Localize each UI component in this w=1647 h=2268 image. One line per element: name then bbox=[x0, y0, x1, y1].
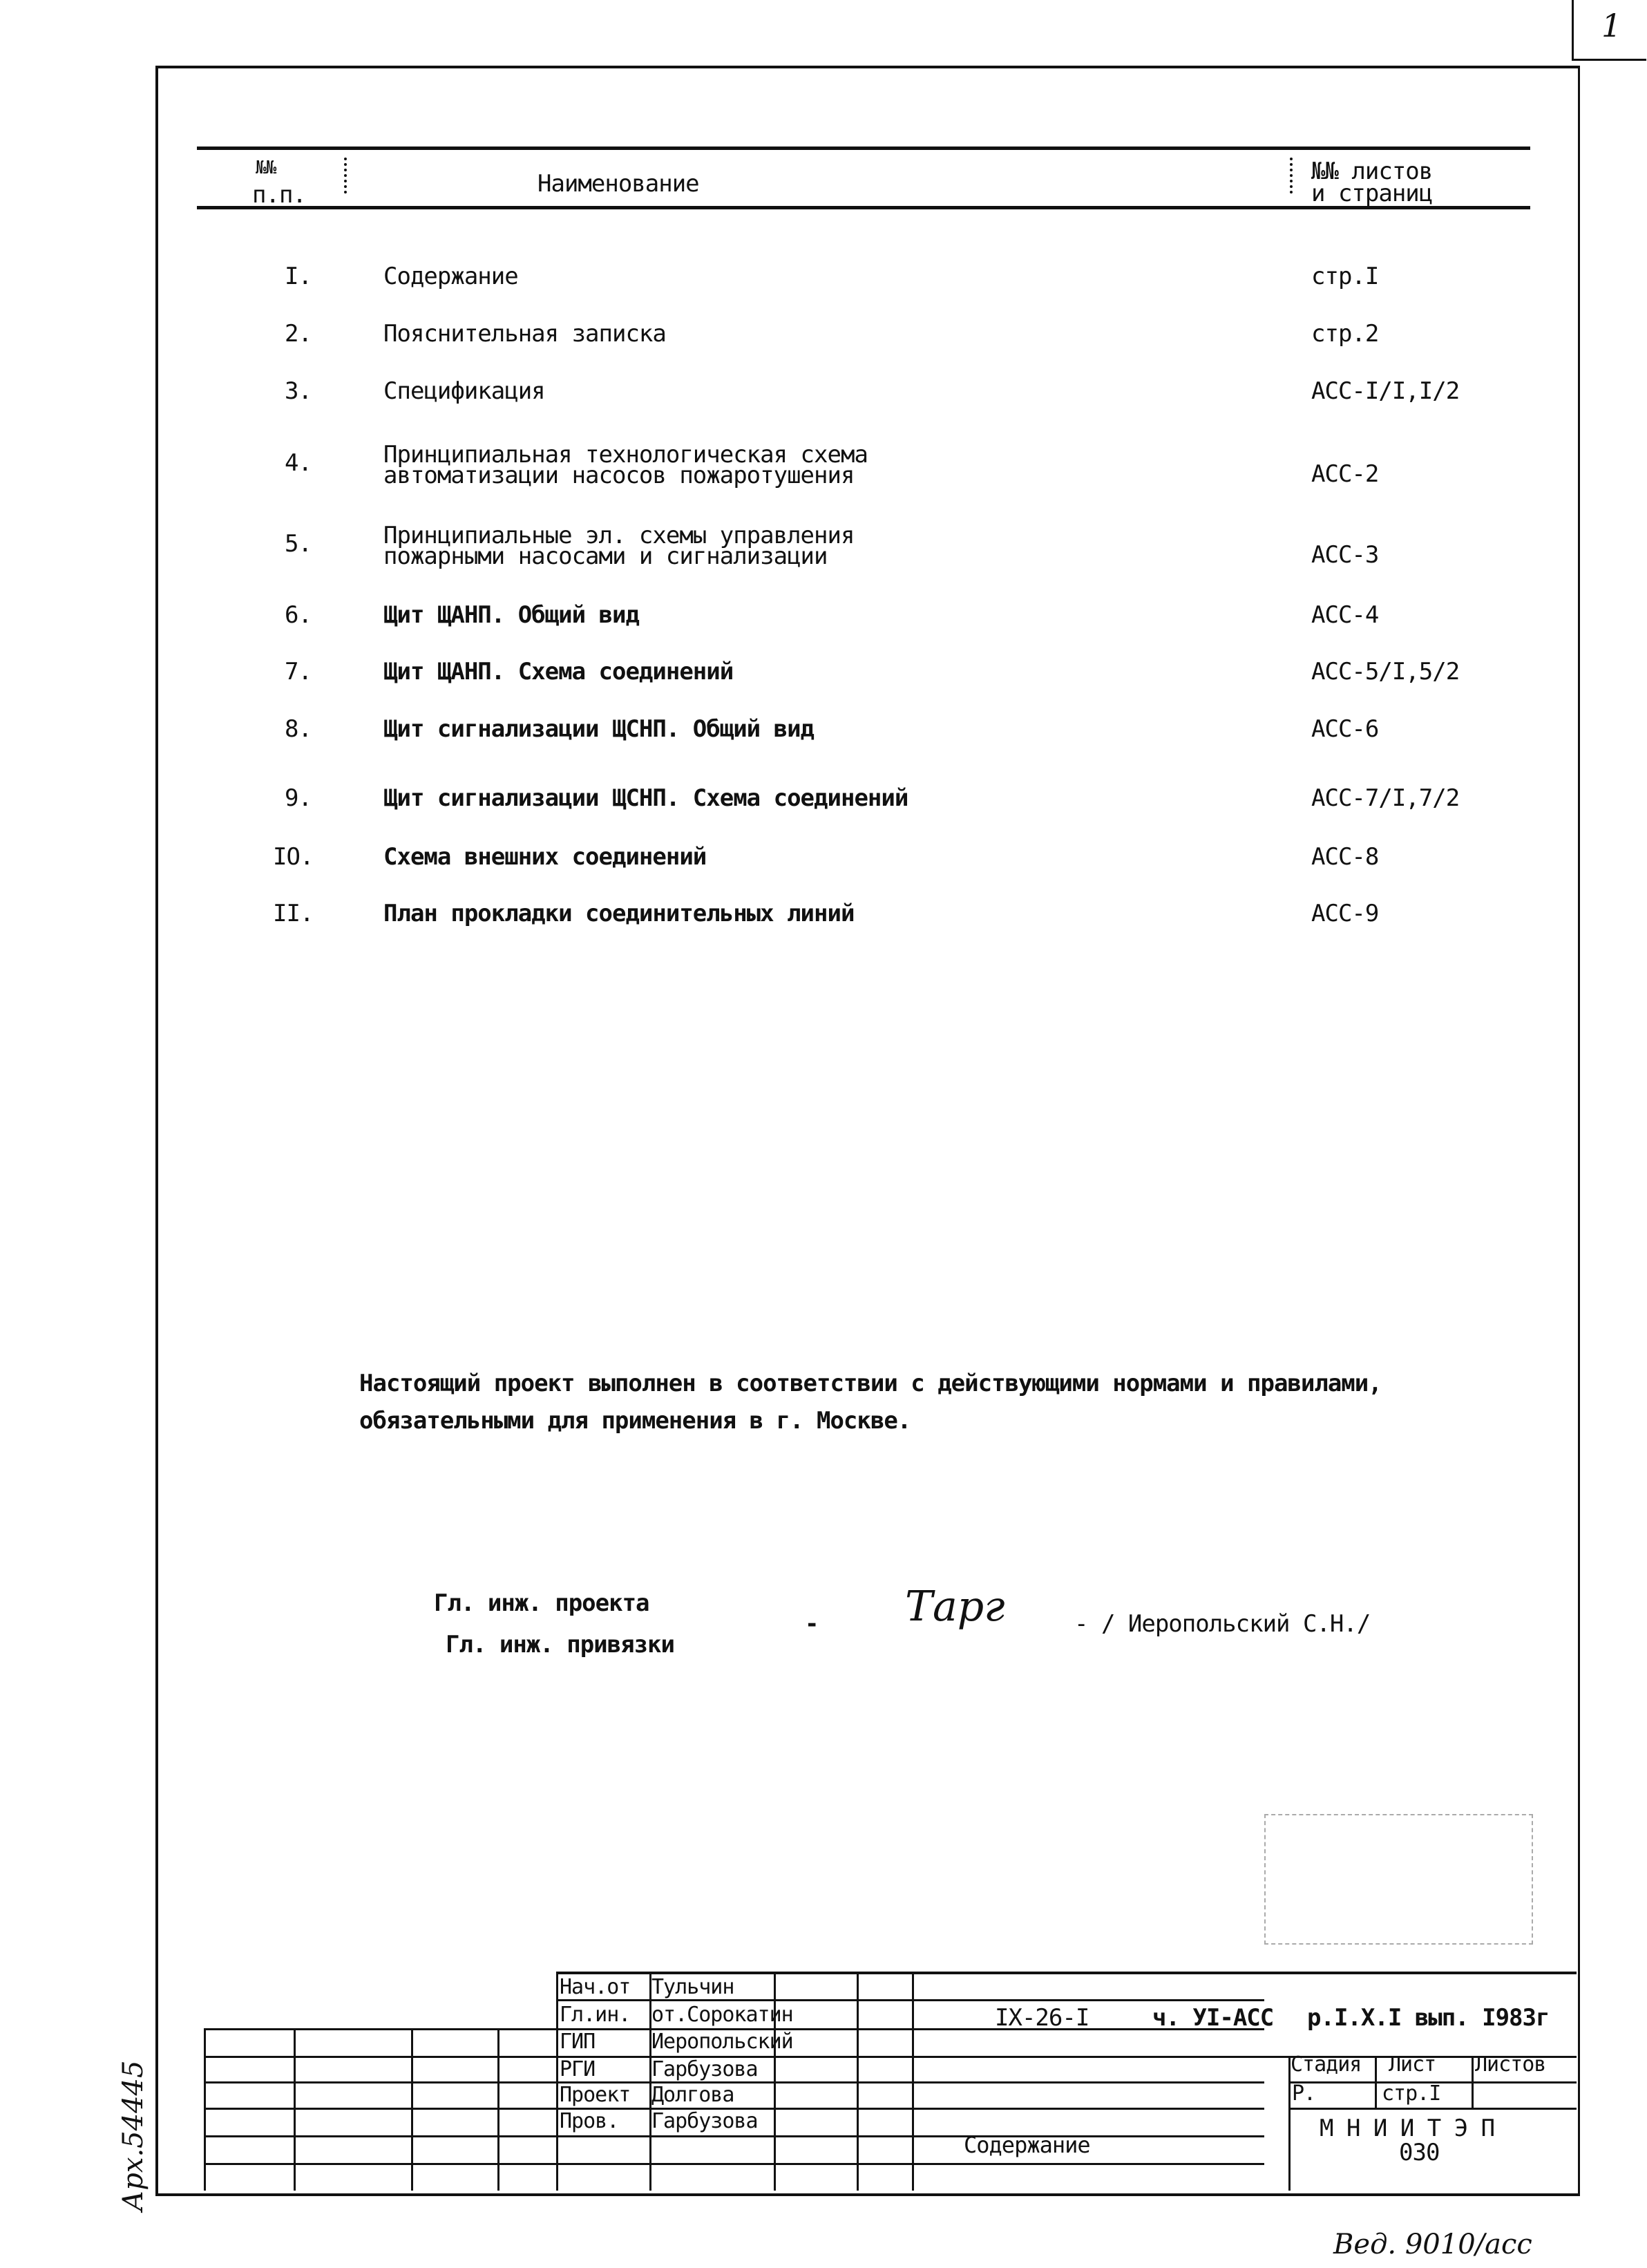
row-sheet: АСС-2 bbox=[1311, 460, 1379, 488]
tb-doc-title: Содержание bbox=[964, 2132, 1090, 2158]
row-sheet: стр.I bbox=[1311, 263, 1379, 290]
header-divider-2 bbox=[1290, 158, 1293, 193]
header-sheets-2: и страниц bbox=[1311, 180, 1433, 207]
note-line-1: Настоящий проект выполнен в соответствии с действующими нормами и правилами, bbox=[359, 1370, 1382, 1397]
row-name: Щит сигнализации ЩСНП. Схема соединений bbox=[383, 784, 908, 812]
tb-stage: Р. bbox=[1292, 2081, 1316, 2106]
row-num: 9. bbox=[285, 784, 312, 812]
row-num: 8. bbox=[285, 715, 312, 743]
header-sheets-1: №№ листов bbox=[1311, 158, 1433, 185]
tb-role: РГИ bbox=[560, 2057, 596, 2081]
row-num: I. bbox=[285, 263, 312, 290]
header-name: Наименование bbox=[537, 170, 699, 198]
signoff-name: - / Иеропольский С.Н./ bbox=[1074, 1610, 1371, 1638]
row-num: II. bbox=[273, 900, 314, 927]
page-number: 1 bbox=[1601, 7, 1622, 44]
row-name: Щит ЩАНП. Общий вид bbox=[383, 601, 639, 629]
signoff-line-2: Гл. инж. привязки bbox=[446, 1631, 674, 1659]
row-name: Пояснительная записка bbox=[383, 320, 666, 348]
row-sheet: АСС-3 bbox=[1311, 541, 1379, 569]
header-divider-1 bbox=[344, 158, 347, 193]
row-num: 2. bbox=[285, 320, 312, 348]
tb-org-dept: 030 bbox=[1399, 2139, 1440, 2166]
tb-code: IX-26-I bbox=[995, 2004, 1089, 2032]
tb-role: Проект bbox=[560, 2083, 631, 2107]
rule bbox=[1472, 2056, 1474, 2108]
row-name: Схема внешних соединений bbox=[383, 843, 707, 871]
tb-top-rule bbox=[556, 1972, 1577, 1974]
row-name: Щит сигнализации ЩСНП. Общий вид bbox=[383, 715, 815, 743]
page-number-box bbox=[1572, 0, 1646, 61]
rule bbox=[912, 1972, 914, 2191]
margin-note: Арх.54445 bbox=[117, 2060, 149, 2211]
rule bbox=[204, 2135, 1264, 2137]
rule bbox=[204, 2028, 206, 2191]
row-num: 3. bbox=[285, 377, 312, 405]
row-sheet: АСС-9 bbox=[1311, 900, 1379, 927]
rule bbox=[204, 2163, 1264, 2165]
row-sheet: АСС-8 bbox=[1311, 843, 1379, 871]
rule bbox=[556, 1972, 558, 2191]
rule bbox=[294, 2028, 296, 2191]
rule bbox=[1375, 2056, 1377, 2108]
tb-role: Нач.от bbox=[560, 1975, 631, 1999]
row-name: пожарными насосами и сигнализации bbox=[383, 542, 828, 570]
tb-person: Долгова bbox=[651, 2083, 734, 2107]
tb-person: Иеропольский bbox=[651, 2030, 793, 2054]
tb-person: Гарбузова bbox=[651, 2109, 758, 2133]
tb-part: ч. УI-АСС bbox=[1152, 2004, 1274, 2032]
row-num: 5. bbox=[285, 530, 312, 558]
row-num: 7. bbox=[285, 658, 312, 686]
header-num-1: №№ bbox=[256, 158, 276, 178]
tb-sheet-label: Лист bbox=[1389, 2052, 1436, 2077]
row-name: автоматизации насосов пожаротушения bbox=[383, 462, 855, 489]
tb-person: от.Сорокатин bbox=[651, 2003, 793, 2027]
note-line-2: обязательными для применения в г. Москве. bbox=[359, 1407, 911, 1435]
rule bbox=[411, 2028, 413, 2191]
row-name: Принципиальная технологическая схема bbox=[383, 441, 868, 469]
row-sheet: АСС-4 bbox=[1311, 601, 1379, 629]
tb-person: Гарбузова bbox=[651, 2057, 758, 2081]
row-sheet: АСС-5/I,5/2 bbox=[1311, 658, 1460, 686]
rule bbox=[556, 1999, 1264, 2001]
rule bbox=[1288, 2108, 1577, 2110]
row-num: 4. bbox=[285, 449, 312, 477]
row-num: 6. bbox=[285, 601, 312, 629]
row-name: Содержание bbox=[383, 263, 518, 290]
tb-role: Гл.ин. bbox=[560, 2003, 631, 2027]
tb-release: р.I.X.I вып. I983г bbox=[1307, 2004, 1550, 2032]
tb-role: Пров. bbox=[560, 2109, 619, 2133]
tb-role: ГИП bbox=[560, 2030, 596, 2054]
row-name: Принципиальные эл. схемы управления bbox=[383, 522, 855, 549]
row-name: План прокладки соединительных линий bbox=[383, 900, 855, 927]
signoff-line-1: Гл. инж. проекта bbox=[434, 1589, 649, 1617]
header-top-rule bbox=[197, 147, 1530, 150]
tb-sheets-label: Листов bbox=[1475, 2052, 1546, 2077]
row-sheet: АСС-6 bbox=[1311, 715, 1379, 743]
row-sheet: стр.2 bbox=[1311, 320, 1379, 348]
header-num-2: п.п. bbox=[252, 181, 306, 209]
row-sheet: АСС-I/I,I/2 bbox=[1311, 377, 1460, 405]
rule bbox=[497, 2028, 499, 2191]
tb-org: М Н И И Т Э П bbox=[1320, 2115, 1495, 2142]
bottom-note: Вед. 9010/асс bbox=[1333, 2229, 1532, 2260]
stamp bbox=[1264, 1814, 1533, 1945]
tb-person: Тульчин bbox=[651, 1975, 734, 1999]
tb-sheet: стр.I bbox=[1382, 2081, 1441, 2106]
signature: Тарг bbox=[905, 1582, 1005, 1631]
row-name: Спецификация bbox=[383, 377, 545, 405]
row-sheet: АСС-7/I,7/2 bbox=[1311, 784, 1460, 812]
row-num: IO. bbox=[273, 843, 314, 871]
signoff-dash: - bbox=[805, 1610, 819, 1638]
row-name: Щит ЩАНП. Схема соединений bbox=[383, 658, 734, 686]
rule bbox=[857, 1972, 859, 2191]
tb-stage-label: Стадия bbox=[1291, 2052, 1362, 2077]
rule bbox=[204, 2081, 1264, 2083]
